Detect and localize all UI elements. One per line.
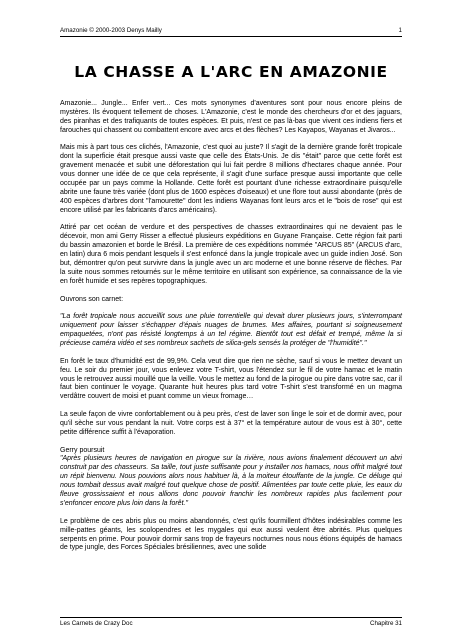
quote-rain: "La forêt tropicale nous accueillit sous une pluie torrentielle qui devait durer plusieurs jours, s'interrompant uniquement pour laisser s'échapper d'épais nuages de brumes. Mes affaires, pourtant si soigneusement empaquetées, n'ont pas résisté longtemps à un tel régime. Bientôt tout est défait et trempé, même la si précieuse caméra vidéo et ses nombreux sachets de silica-gels sensés la protéger de "l'humidité"." <box>60 313 402 348</box>
paragraph-notebook-intro: Ouvrons son carnet: <box>60 295 124 303</box>
body-text <box>60 100 402 562</box>
paragraph-shelters: Le problème de ces abris plus ou moins abandonnés, c'est qu'ils fourmillent d'hôtes indésirables comme les mille-pattes géants, les scolopendres et les mygales qui eux aussi veulent être abrités. Plus quelques serpents en prime. Pour pouvoir dormir sans trop de frayeurs nocturnes nous nous étions équipés de hamacs de type jungle, des Forces Spéciales brésiliennes, avec une solide <box>60 517 402 552</box>
paragraph-laundry: La seule façon de vivre confortablement ou à peu près, c'est de laver son linge le soir et de dormir avec, pour qu'il sèche sur vous pendant la nuit. Votre corps est à 37° et la température autour de vous est à 30°, cette petite différence suffit à l'évaporation. <box>60 411 402 436</box>
header-rule <box>60 36 402 37</box>
paragraph-expeditions: Attiré par cet océan de verdure et des perspectives de chasses extraordinaires qui ne devaient pas le décevoir, mon ami Gerry Risser a effectué plusieurs expéditions en Guyane Française. Cette région fait parti du bassin amazonien et borde le Brésil. La première de ces expéditions nommée "ARCUS 85" (ARCUS d'arc, en latin) dura 6 mois pendant lesquels il s'est enfoncé dans la jungle tropicale avec un guide indien José. Son but, démontrer qu'on peut survivre dans la jungle avec un arc moderne et une bonne réserve de flèches. Par la suite nous sommes retournés sur le même territoire en utilisant son expérience, sa connaissance de la vie en forêt humide et ses repères topographiques. <box>60 224 402 285</box>
header-left: Amazonie © 2000-2003 Denys Mailly <box>60 27 162 34</box>
footer-left: Les Carnets de Crazy Doc <box>60 620 133 627</box>
footer-rule <box>60 617 402 618</box>
quote-shelter: "Après plusieurs heures de navigation en pirogue sur la rivière, nous avions finalement découvert un abri construit par des chasseurs. Sa taille, tout juste suffisante pour y installer nos hamacs, nous offrit malgré tout un répit bienvenu. Nous pouvions alors nous habituer là, à la moiteur étouffante de la jungle. Ce déluge qui nous tombait dessus avait malgré tout quelque chose de positif. Alimentées par toute cette pluie, les eaux du fleuve grossissaient et nous allions donc pouvoir franchir les nombreux rapides plus facilement pour s'enfoncer encore plus loin dans la forêt." <box>60 455 402 508</box>
page-title: LA CHASSE A L'ARC EN AMAZONIE <box>74 63 388 81</box>
paragraph-intro: Amazonie... Jungle... Enfer vert... Ces mots synonymes d'aventures sont pour nous encore pleins de mystères. Ils évoquent tellement de choses. L'Amazonie, c'est le monde des chercheurs d'or et des jaguars, des piranhas et des trafiquants de toutes espèces. Et puis, n'est ce pas là-bas que vivent ces indiens fiers et farouches qui chassent ou combattent encore avec arcs et des flèches? Les Kayapos, Wayanas et Jivaros... <box>60 100 402 134</box>
footer-right: Chapitre 31 <box>370 620 402 627</box>
paragraph-gerry: Gerry poursuit <box>60 446 105 454</box>
paragraph-forest: Mais mis à part tous ces clichés, l'Amazonie, c'est quoi au juste? Il s'agit de la dernière grande forêt tropicale dont la superficie était presque aussi vaste que celle des États-Unis. Je dis "était" parce que cette forêt est gravement menacée et subit une déforestation qui lui fait perdre 8 millions d'hectares chaque année. Pour vous donner une idée de ce que cela représente, il s'agit d'une surface presque aussi importante que celle occupée par un pays comme la Hollande. Cette forêt est pourtant d'une richesse extraordinaire puisqu'elle abrite une faune très variée (dont plus de 1600 espèces d'oiseaux) et une flore tout aussi abondante (près de 400 espèces d'arbres dont "l'amourette" dont les indiens Wayanas font leurs arcs et le "bois de rose" qui est encore utilisé par les fabricants d'arcs américains). <box>60 144 402 214</box>
header-page-number: 1 <box>398 27 402 34</box>
paragraph-humidity: En forêt le taux d'humidité est de 99,9%. Cela veut dire que rien ne sèche, sauf si vous le mettez devant un feu. Le soir du premier jour, vous enlevez votre T-shirt, vous l'étendez sur le fil de votre hamac et le matin vous le retrouvez aussi mouillé que la veille. Vous le mettez au fond de la pirogue ou pire dans votre sac, car il faut bien continuer le voyage. Quarante huit heures plus tard votre T-shirt s'est transformé en un magma verdâtre couvert de moisi et puant comme un vieux fromage… <box>60 357 402 401</box>
